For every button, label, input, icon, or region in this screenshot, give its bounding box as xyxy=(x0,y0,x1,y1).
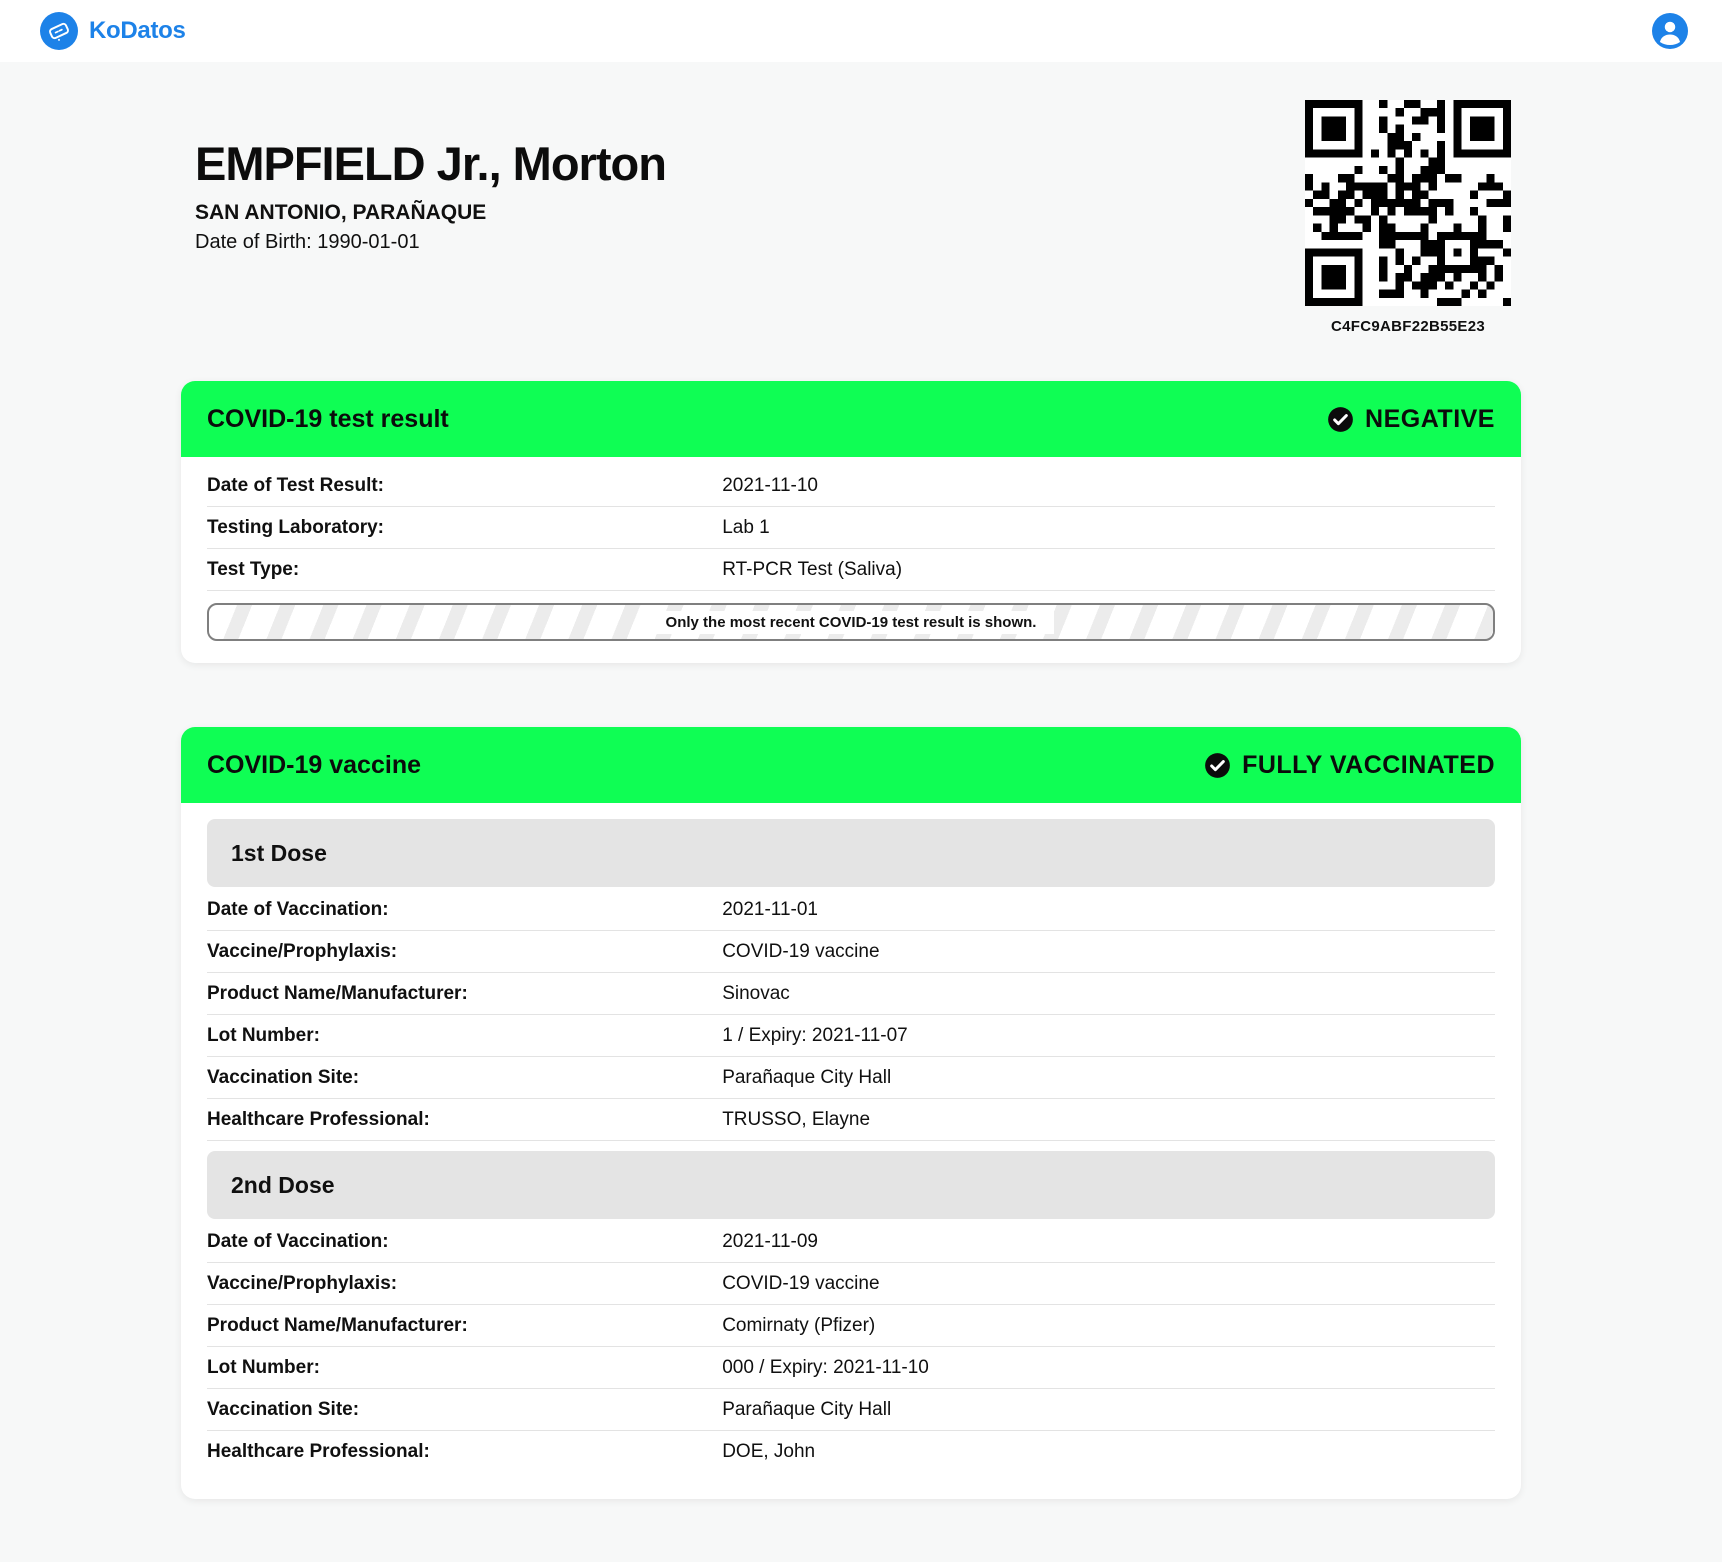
row-label: Vaccination Site: xyxy=(207,1398,360,1420)
test-result-notice-text: Only the most recent COVID-19 test result is shown. xyxy=(648,611,1055,634)
dose-group xyxy=(207,819,1495,1141)
qr-block xyxy=(1305,100,1511,335)
table-row xyxy=(207,931,1495,973)
table-row xyxy=(207,1263,1495,1305)
row-value: Parañaque City Hall xyxy=(722,1066,892,1088)
check-circle-icon xyxy=(1327,406,1354,433)
row-value: Lab 1 xyxy=(722,516,770,538)
row-label: Testing Laboratory: xyxy=(207,516,384,538)
row-value: 2021-11-09 xyxy=(722,1230,818,1252)
row-label: Date of Vaccination: xyxy=(207,1230,389,1252)
row-label: Lot Number: xyxy=(207,1356,320,1378)
table-row xyxy=(207,1015,1495,1057)
top-bar xyxy=(0,0,1722,62)
row-value: DOE, John xyxy=(722,1441,816,1462)
table-row xyxy=(207,465,1495,507)
person-name: EMPFIELD Jr., Morton xyxy=(195,137,666,190)
row-value: RT-PCR Test (Saliva) xyxy=(722,558,903,580)
row-value: Comirnaty (Pfizer) xyxy=(722,1314,876,1336)
test-status-badge xyxy=(1327,405,1495,434)
covid-test-card-body xyxy=(181,457,1521,663)
row-value: 000 / Expiry: 2021-11-10 xyxy=(722,1356,929,1378)
row-value: 1 / Expiry: 2021-11-07 xyxy=(722,1024,908,1046)
row-value: Sinovac xyxy=(722,982,790,1004)
table-row xyxy=(207,549,1495,591)
row-label: Date of Test Result: xyxy=(207,474,385,496)
person-dob: Date of Birth: 1990-01-01 xyxy=(195,231,420,253)
covid-vaccine-card-body xyxy=(181,803,1521,1499)
covid-vaccine-card-header xyxy=(181,727,1521,803)
person-address: SAN ANTONIO, PARAÑAQUE xyxy=(195,201,487,224)
table-row xyxy=(207,507,1495,549)
dose-header: 2nd Dose xyxy=(207,1151,1495,1219)
check-circle-icon xyxy=(1204,752,1231,779)
row-value: COVID-19 vaccine xyxy=(722,940,880,962)
covid-vaccine-card xyxy=(181,727,1521,1499)
vaccine-status-badge xyxy=(1204,751,1495,780)
row-value: Parañaque City Hall xyxy=(722,1398,892,1420)
table-row xyxy=(207,1057,1495,1099)
table-row xyxy=(207,1347,1495,1389)
qr-code-text: C4FC9ABF22B55E23 xyxy=(1330,318,1486,335)
table-row xyxy=(207,1305,1495,1347)
row-value: 2021-11-01 xyxy=(722,898,818,920)
user-account-button[interactable] xyxy=(1652,13,1688,49)
qr-code-image xyxy=(1305,100,1511,306)
covid-test-card xyxy=(181,381,1521,663)
table-row xyxy=(207,1099,1495,1141)
test-result-table xyxy=(207,465,1495,591)
test-result-notice xyxy=(207,603,1495,641)
kodatos-logo-icon xyxy=(40,12,78,50)
row-label: Date of Vaccination: xyxy=(207,898,389,920)
profile-section xyxy=(181,100,1521,335)
brand-logo[interactable] xyxy=(40,12,186,50)
row-label: Vaccine/Prophylaxis: xyxy=(207,1272,398,1294)
table-row xyxy=(207,973,1495,1015)
table-row xyxy=(207,1431,1495,1473)
dose-group xyxy=(207,1151,1495,1473)
row-value: COVID-19 vaccine xyxy=(722,1272,880,1294)
row-value: TRUSSO, Elayne xyxy=(722,1108,871,1130)
row-label: Vaccination Site: xyxy=(207,1066,360,1088)
main-content xyxy=(181,100,1521,1499)
row-label: Product Name/Manufacturer: xyxy=(207,982,468,1004)
row-label: Healthcare Professional: xyxy=(207,1441,430,1462)
test-status-label: NEGATIVE xyxy=(1365,404,1495,433)
identity-block xyxy=(195,100,666,335)
row-label: Healthcare Professional: xyxy=(207,1108,430,1130)
covid-test-card-header xyxy=(181,381,1521,457)
brand-name: KoDatos xyxy=(89,17,186,44)
covid-vaccine-card-title: COVID-19 vaccine xyxy=(207,750,421,779)
row-label: Vaccine/Prophylaxis: xyxy=(207,940,398,962)
row-label: Product Name/Manufacturer: xyxy=(207,1314,468,1336)
vaccine-status-label: FULLY VACCINATED xyxy=(1242,750,1495,779)
row-value: 2021-11-10 xyxy=(722,474,818,496)
table-row xyxy=(207,889,1495,931)
table-row xyxy=(207,1389,1495,1431)
row-label: Lot Number: xyxy=(207,1024,320,1046)
user-icon xyxy=(1652,13,1688,49)
covid-test-card-title: COVID-19 test result xyxy=(207,404,449,433)
row-label: Test Type: xyxy=(207,558,300,580)
table-row xyxy=(207,1221,1495,1263)
dose-header: 1st Dose xyxy=(207,819,1495,887)
